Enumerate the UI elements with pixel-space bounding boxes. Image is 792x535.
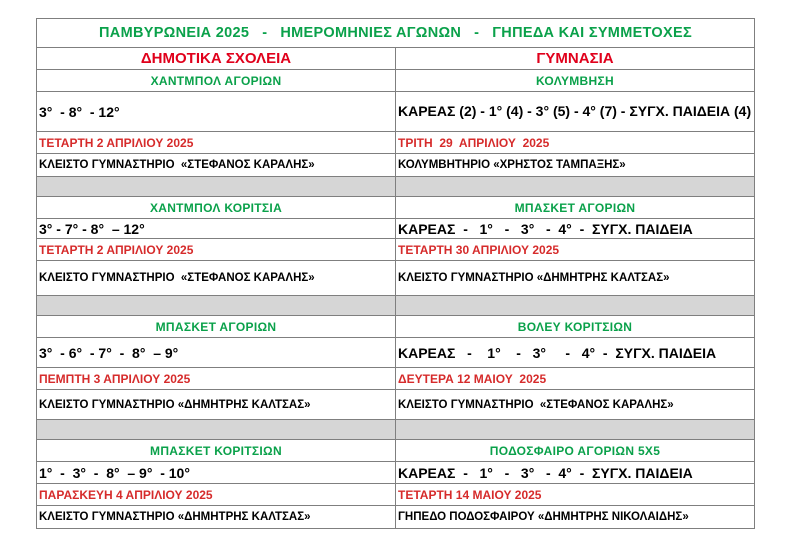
sport-name: ΒΟΛΕΥ ΚΟΡΙΤΣΙΩΝ: [396, 316, 755, 338]
sport-row: [37, 440, 755, 462]
venue: ΚΛΕΙΣΤΟ ΓΥΜΝΑΣΤΗΡΙΟ «ΣΤΕΦΑΝΟΣ ΚΑΡΑΛΗΣ»: [37, 154, 396, 177]
venue: ΚΛΕΙΣΤΟ ΓΥΜΝΑΣΤΗΡΙΟ «ΣΤΕΦΑΝΟΣ ΚΑΡΑΛΗΣ»: [37, 261, 396, 296]
match-date: ΤΕΤΑΡΤΗ 2 ΑΠΡΙΛΙΟΥ 2025: [37, 239, 396, 261]
participating-schools: ΚΑΡΕΑΣ (2) - 1° (4) - 3° (5) - 4° (7) - ΣΥΓΧ. ΠΑΙΔΕΙΑ (4): [396, 92, 755, 132]
participating-classes: 3° - 6° - 7° - 8° – 9°: [37, 338, 396, 368]
match-date: ΠΑΡΑΣΚΕΥΗ 4 ΑΠΡΙΛΙΟΥ 2025: [37, 484, 396, 506]
schedule-table: [36, 18, 755, 529]
classes-row: [37, 338, 755, 368]
title-row: [37, 19, 755, 48]
column-header-secondary: ΓΥΜΝΑΣΙΑ: [396, 48, 755, 70]
separator-row: [37, 296, 755, 316]
date-row: [37, 132, 755, 154]
sport-name: ΜΠΑΣΚΕΤ ΚΟΡΙΤΣΙΩΝ: [37, 440, 396, 462]
sport-name: ΜΠΑΣΚΕΤ ΑΓΟΡΙΩΝ: [37, 316, 396, 338]
sport-name: ΧΑΝΤΜΠΟΛ ΑΓΟΡΙΩΝ: [37, 70, 396, 92]
classes-row: [37, 462, 755, 484]
classes-row: [37, 219, 755, 239]
separator: [396, 296, 755, 316]
separator: [37, 296, 396, 316]
separator: [396, 177, 755, 197]
venue: ΚΛΕΙΣΤΟ ΓΥΜΝΑΣΤΗΡΙΟ «ΔΗΜΗΤΡΗΣ ΚΑΛΤΣΑΣ»: [37, 506, 396, 529]
venue: ΚΛΕΙΣΤΟ ΓΥΜΝΑΣΤΗΡΙΟ «ΔΗΜΗΤΡΗΣ ΚΑΛΤΣΑΣ»: [396, 261, 755, 296]
sport-name: ΜΠΑΣΚΕΤ ΑΓΟΡΙΩΝ: [396, 197, 755, 219]
participating-classes: 1° - 3° - 8° – 9° - 10°: [37, 462, 396, 484]
participating-classes: 3° - 7° - 8° – 12°: [37, 219, 396, 239]
match-date: ΤΕΤΑΡΤΗ 14 ΜΑΙΟΥ 2025: [396, 484, 755, 506]
venue-row: [37, 261, 755, 296]
venue: ΓΗΠΕΔΟ ΠΟΔΟΣΦΑΙΡΟΥ «ΔΗΜΗΤΡΗΣ ΝΙΚΟΛΑΙΔΗΣ»: [396, 506, 755, 529]
match-date: ΤΕΤΑΡΤΗ 30 ΑΠΡΙΛΙΟΥ 2025: [396, 239, 755, 261]
column-header-primary: ΔΗΜΟΤΙΚΑ ΣΧΟΛΕΙΑ: [37, 48, 396, 70]
sport-row: [37, 70, 755, 92]
page-title: ΠΑΜΒΥΡΩΝΕΙΑ 2025 - ΗΜΕΡΟΜΗΝΙΕΣ ΑΓΩΝΩΝ - ΓΗΠΕΔΑ ΚΑΙ ΣΥΜΜΕΤΟΧΕΣ: [37, 19, 755, 48]
participating-schools: ΚΑΡΕΑΣ - 1° - 3° - 4° - ΣΥΓΧ. ΠΑΙΔΕΙΑ: [396, 338, 755, 368]
sport-name: ΠΟΔΟΣΦΑΙΡΟ ΑΓΟΡΙΩΝ 5Χ5: [396, 440, 755, 462]
sport-name: ΚΟΛΥΜΒΗΣΗ: [396, 70, 755, 92]
participating-schools: ΚΑΡΕΑΣ - 1° - 3° - 4° - ΣΥΓΧ. ΠΑΙΔΕΙΑ: [396, 219, 755, 239]
date-row: [37, 368, 755, 390]
separator-row: [37, 420, 755, 440]
venue-row: [37, 390, 755, 420]
match-date: ΤΕΤΑΡΤΗ 2 ΑΠΡΙΛΙΟΥ 2025: [37, 132, 396, 154]
classes-row: [37, 92, 755, 132]
date-row: [37, 484, 755, 506]
match-date: ΤΡΙΤΗ 29 ΑΠΡΙΛΙΟΥ 2025: [396, 132, 755, 154]
match-date: ΠΕΜΠΤΗ 3 ΑΠΡΙΛΙΟΥ 2025: [37, 368, 396, 390]
column-header-row: [37, 48, 755, 70]
participating-classes: 3° - 8° - 12°: [37, 92, 396, 132]
venue-row: [37, 154, 755, 177]
separator: [37, 177, 396, 197]
venue: ΚΟΛΥΜΒΗΤΗΡΙΟ «ΧΡΗΣΤΟΣ ΤΑΜΠΑΞΗΣ»: [396, 154, 755, 177]
venue: ΚΛΕΙΣΤΟ ΓΥΜΝΑΣΤΗΡΙΟ «ΔΗΜΗΤΡΗΣ ΚΑΛΤΣΑΣ»: [37, 390, 396, 420]
separator-row: [37, 177, 755, 197]
sport-row: [37, 316, 755, 338]
match-date: ΔΕΥΤΕΡΑ 12 ΜΑΙΟΥ 2025: [396, 368, 755, 390]
sport-name: ΧΑΝΤΜΠΟΛ ΚΟΡΙΤΣΙΑ: [37, 197, 396, 219]
date-row: [37, 239, 755, 261]
separator: [396, 420, 755, 440]
participating-schools: ΚΑΡΕΑΣ - 1° - 3° - 4° - ΣΥΓΧ. ΠΑΙΔΕΙΑ: [396, 462, 755, 484]
venue-row: [37, 506, 755, 529]
venue: ΚΛΕΙΣΤΟ ΓΥΜΝΑΣΤΗΡΙΟ «ΣΤΕΦΑΝΟΣ ΚΑΡΑΛΗΣ»: [396, 390, 755, 420]
separator: [37, 420, 396, 440]
sport-row: [37, 197, 755, 219]
